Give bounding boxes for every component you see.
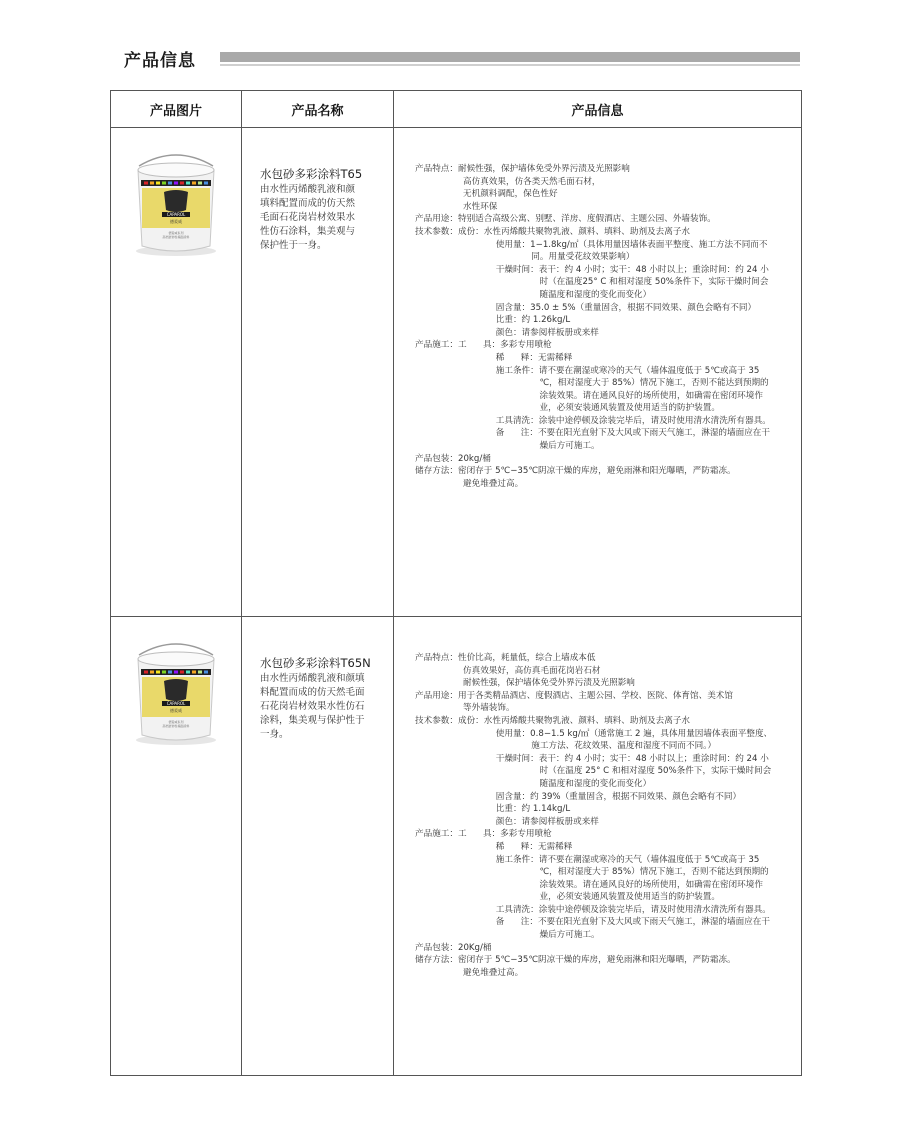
info-text: 密闭存于 5℃−35℃阴凉干燥的库房，避免雨淋和阳光曝晒，严防霜冻。 bbox=[457, 955, 736, 966]
table-header-row bbox=[111, 91, 802, 128]
product-description: 由水性丙烯酸乳液和颜填 料配置而成的仿天然毛面 石花岗岩材效果水性仿石 涂料，集美观与保护性于 一身。 bbox=[260, 673, 365, 740]
info-label bbox=[415, 478, 463, 491]
info-text: 燥后方可施工。 bbox=[463, 930, 600, 941]
svg-text:德爱威系列: 德爱威系列 bbox=[168, 231, 184, 235]
info-line bbox=[415, 440, 791, 453]
info-line bbox=[415, 904, 791, 917]
info-label bbox=[415, 415, 463, 428]
info-line bbox=[415, 715, 791, 728]
info-text: 稀 释：无需稀释 bbox=[463, 841, 573, 852]
info-line bbox=[415, 891, 791, 904]
paint-bucket-image bbox=[132, 637, 220, 747]
info-text: 干燥时间：表干：约 4 小时；实干：48 小时以上；重涂时间：约 24 小 bbox=[463, 264, 769, 275]
info-label bbox=[415, 816, 463, 829]
info-line bbox=[415, 879, 791, 892]
info-text: 成份：水性丙烯酸共聚物乳液、颜料、填料、助剂及去离子水 bbox=[457, 715, 691, 726]
svg-text:德爱威: 德爱威 bbox=[170, 708, 182, 713]
info-line bbox=[415, 828, 791, 841]
info-line bbox=[415, 816, 791, 829]
product-info-cell bbox=[394, 128, 802, 617]
info-label bbox=[415, 239, 463, 252]
info-text: 时（在温度25° C 和相对湿度 50%条件下，实际干燥时间会 bbox=[463, 277, 769, 288]
info-line bbox=[415, 967, 791, 980]
info-label bbox=[415, 929, 463, 942]
info-line bbox=[415, 652, 791, 665]
info-text: 稀 释：无需稀释 bbox=[463, 352, 573, 363]
page-title: 产品信息 bbox=[124, 51, 196, 71]
info-line bbox=[415, 942, 791, 955]
info-line bbox=[415, 226, 791, 239]
svg-text:德爱威系列: 德爱威系列 bbox=[168, 720, 184, 724]
info-label bbox=[415, 352, 463, 365]
info-line bbox=[415, 665, 791, 678]
product-name: 水包砂多彩涂料T65 bbox=[260, 167, 363, 181]
info-label: 产品包装： bbox=[415, 942, 458, 953]
info-text: 随温度和湿度的变化而变化） bbox=[463, 289, 652, 300]
info-label bbox=[415, 264, 463, 277]
info-label bbox=[415, 803, 463, 816]
info-text: 工具清洗：涂装中途停顿及涂装完毕后，请及时使用清水清洗所有器具。 bbox=[463, 904, 771, 915]
product-name-cell bbox=[242, 617, 394, 1076]
info-text: 性价比高，耗量低，综合上墙成本低 bbox=[457, 653, 596, 663]
info-text: 耐候性强，保护墙体免受外界污渍及光照影响 bbox=[463, 678, 635, 689]
info-label bbox=[415, 879, 463, 892]
info-text: 仿真效果好，高仿真毛面花岗岩石材 bbox=[463, 665, 601, 676]
info-text: 备 注：不要在阳光直射下及大风或下雨天气施工，淋湿的墙面应在干 bbox=[463, 917, 770, 928]
info-label bbox=[415, 854, 463, 867]
info-text: 工 具：多彩专用喷枪 bbox=[457, 829, 552, 840]
info-text: 密闭存于 5℃−35℃阴凉干燥的库房，避免雨淋和阳光曝晒，严防霜冻。 bbox=[457, 466, 736, 477]
info-line bbox=[415, 677, 791, 690]
info-label bbox=[415, 753, 463, 766]
table-row-product-2 bbox=[111, 617, 802, 1076]
table-row-product-1 bbox=[111, 128, 802, 617]
svg-text:CAPAROL: CAPAROL bbox=[166, 212, 186, 217]
info-line bbox=[415, 327, 791, 340]
info-label bbox=[415, 440, 463, 453]
info-label bbox=[415, 201, 463, 214]
info-text: 干燥时间：表干：约 4 小时；实干：48 小时以上；重涂时间：约 24 小 bbox=[463, 753, 769, 764]
header-product-info: 产品信息 bbox=[394, 91, 802, 128]
info-line bbox=[415, 929, 791, 942]
info-line bbox=[415, 740, 791, 753]
info-text: 随温度和湿度的变化而变化） bbox=[463, 778, 652, 789]
info-line bbox=[415, 264, 791, 277]
info-text: ℃，相对湿度大于 85%）情况下施工，否则不能达到预期的 bbox=[463, 867, 769, 878]
info-text: 固含量：35.0 ± 5%（重量固含，根据不同效果、颜色会略有不同） bbox=[463, 302, 757, 313]
info-text: 避免堆叠过高。 bbox=[463, 478, 524, 489]
info-text: 业，必须安装通风装置及使用适当的防护装置。 bbox=[463, 892, 720, 903]
info-line bbox=[415, 778, 791, 791]
info-text: 业，必须安装通风装置及使用适当的防护装置。 bbox=[463, 403, 720, 414]
svg-text:德爱威: 德爱威 bbox=[170, 219, 182, 224]
info-text: 耐候性强，保护墙体免受外界污渍及光照影响 bbox=[457, 164, 630, 174]
header-product-name: 产品名称 bbox=[242, 91, 394, 128]
info-text: 施工方法、花纹效果、温度和湿度不同而不同。） bbox=[463, 741, 717, 752]
info-line bbox=[415, 854, 791, 867]
info-line bbox=[415, 478, 791, 491]
info-label bbox=[415, 176, 463, 189]
info-line bbox=[415, 465, 791, 478]
paint-bucket-image bbox=[132, 148, 220, 258]
product-name: 水包砂多彩涂料T65N bbox=[260, 656, 371, 670]
info-label bbox=[415, 866, 463, 879]
info-text: 固含量：约 39%（重量固含，根据不同效果、颜色会略有不同） bbox=[463, 791, 742, 802]
info-line bbox=[415, 352, 791, 365]
info-label: 产品特点： bbox=[415, 164, 458, 174]
product-info-list bbox=[415, 163, 791, 490]
info-text: 避免堆叠过高。 bbox=[463, 967, 524, 978]
info-line bbox=[415, 289, 791, 302]
info-line bbox=[415, 866, 791, 879]
info-label bbox=[415, 427, 463, 440]
info-label bbox=[415, 327, 463, 340]
title-divider-bar bbox=[220, 52, 800, 62]
info-label: 产品施工： bbox=[415, 829, 458, 840]
info-label: 产品用途： bbox=[415, 690, 458, 701]
info-text: 施工条件：请不要在潮湿或寒冷的天气（墙体温度低于 5℃或高于 35 bbox=[463, 365, 760, 376]
info-line bbox=[415, 702, 791, 715]
product-info-cell bbox=[394, 617, 802, 1076]
info-line bbox=[415, 453, 791, 466]
product-name-cell bbox=[242, 128, 394, 617]
info-label: 产品包装： bbox=[415, 453, 458, 464]
info-label bbox=[415, 677, 463, 690]
info-text: 工具清洗：涂装中途停顿及涂装完毕后，请及时使用清水清洗所有器具。 bbox=[463, 415, 771, 426]
info-label bbox=[415, 302, 463, 315]
info-text: 无机颜料调配，保色性好 bbox=[463, 189, 558, 200]
info-line bbox=[415, 201, 791, 214]
header-product-image: 产品图片 bbox=[111, 91, 242, 128]
info-line bbox=[415, 377, 791, 390]
info-line bbox=[415, 690, 791, 703]
info-label: 技术参数： bbox=[415, 715, 458, 726]
info-label bbox=[415, 377, 463, 390]
info-line bbox=[415, 276, 791, 289]
title-divider-line bbox=[220, 64, 800, 66]
info-text: 使用量：0.8−1.5 kg/㎡（通常施工 2 遍，具体用量因墙体表面平整度、 bbox=[463, 728, 773, 739]
info-text: 时（在温度 25° C 和相对湿度 50%条件下，实际干燥时间会 bbox=[463, 766, 772, 777]
info-line bbox=[415, 188, 791, 201]
info-line bbox=[415, 251, 791, 264]
info-text: 颜色：请参阅样板册或来样 bbox=[463, 816, 599, 827]
info-label bbox=[415, 967, 463, 980]
info-line bbox=[415, 239, 791, 252]
product-image-cell bbox=[111, 128, 242, 617]
product-description: 由水性丙烯酸乳液和颜 填料配置而成的仿天然 毛面石花岗岩材效果水 性仿石涂料，集美观与 保护性于一身。 bbox=[260, 184, 356, 251]
info-label bbox=[415, 778, 463, 791]
info-text: 同。用量受花纹效果影响） bbox=[463, 252, 635, 263]
info-line bbox=[415, 390, 791, 403]
info-text: ℃，相对湿度大于 85%）情况下施工，否则不能达到预期的 bbox=[463, 378, 769, 389]
info-line bbox=[415, 339, 791, 352]
info-line bbox=[415, 415, 791, 428]
product-image-cell bbox=[111, 617, 242, 1076]
info-line bbox=[415, 302, 791, 315]
svg-text:CAPAROL: CAPAROL bbox=[166, 701, 186, 706]
info-text: 备 注：不要在阳光直射下及大风或下雨天气施工，淋湿的墙面应在干 bbox=[463, 428, 770, 439]
info-line bbox=[415, 841, 791, 854]
info-text: 成份：水性丙烯酸共聚物乳液、颜料、填料、助剂及去离子水 bbox=[457, 226, 691, 237]
info-line bbox=[415, 753, 791, 766]
product-info-list bbox=[415, 652, 791, 979]
info-line bbox=[415, 365, 791, 378]
info-label bbox=[415, 904, 463, 917]
info-line bbox=[415, 176, 791, 189]
info-text: 20Kg/桶 bbox=[457, 942, 492, 953]
info-text: 比重：约 1.14kg/L bbox=[463, 804, 571, 815]
info-text: 使用量：1−1.8kg/㎡（具体用量因墙体表面平整度、施工方法不同而不 bbox=[463, 239, 768, 250]
info-label bbox=[415, 402, 463, 415]
info-line bbox=[415, 728, 791, 741]
info-label bbox=[415, 251, 463, 264]
info-label bbox=[415, 365, 463, 378]
info-label: 产品特点： bbox=[415, 653, 458, 663]
product-table bbox=[110, 90, 802, 1076]
info-label: 产品用途： bbox=[415, 214, 458, 225]
info-label bbox=[415, 740, 463, 753]
info-label: 储存方法： bbox=[415, 955, 458, 966]
info-label bbox=[415, 188, 463, 201]
info-text: 燥后方可施工。 bbox=[463, 441, 600, 452]
info-text: 涂装效果。请在通风良好的场所使用，如确需在密闭环境作 bbox=[463, 390, 763, 401]
info-label bbox=[415, 276, 463, 289]
info-label bbox=[415, 702, 463, 715]
info-label bbox=[415, 390, 463, 403]
info-line bbox=[415, 916, 791, 929]
info-text: 涂装效果。请在通风良好的场所使用，如确需在密闭环境作 bbox=[463, 879, 763, 890]
info-label bbox=[415, 289, 463, 302]
info-label bbox=[415, 841, 463, 854]
info-text: 施工条件：请不要在潮湿或寒冷的天气（墙体温度低于 5℃或高于 35 bbox=[463, 854, 760, 865]
info-label bbox=[415, 765, 463, 778]
info-line bbox=[415, 163, 791, 176]
info-text: 高仿真效果，仿各类天然毛面石材， bbox=[463, 176, 601, 187]
info-label bbox=[415, 728, 463, 741]
info-line bbox=[415, 427, 791, 440]
info-label bbox=[415, 791, 463, 804]
info-line bbox=[415, 791, 791, 804]
info-line bbox=[415, 954, 791, 967]
svg-text:高档装饰性墙面涂料: 高档装饰性墙面涂料 bbox=[162, 724, 190, 728]
info-label: 技术参数： bbox=[415, 226, 458, 237]
info-text: 工 具：多彩专用喷枪 bbox=[457, 340, 552, 351]
info-label bbox=[415, 665, 463, 678]
info-text: 特别适合高级公寓、别墅、洋房、度假酒店、主题公园、外墙装饰。 bbox=[457, 214, 716, 225]
info-label bbox=[415, 916, 463, 929]
svg-text:高档装饰性墙面涂料: 高档装饰性墙面涂料 bbox=[162, 235, 190, 239]
info-label: 储存方法： bbox=[415, 466, 458, 477]
info-line bbox=[415, 765, 791, 778]
info-label: 产品施工： bbox=[415, 340, 458, 351]
info-text: 用于各类精品酒店、度假酒店、主题公园、学校、医院、体育馆、美术馆 bbox=[457, 690, 733, 701]
info-label bbox=[415, 891, 463, 904]
info-line bbox=[415, 402, 791, 415]
info-line bbox=[415, 213, 791, 226]
info-text: 水性环保 bbox=[463, 201, 498, 212]
info-label bbox=[415, 314, 463, 327]
info-line bbox=[415, 314, 791, 327]
info-text: 颜色：请参阅样板册或来样 bbox=[463, 327, 599, 338]
info-text: 比重：约 1.26kg/L bbox=[463, 315, 571, 326]
info-text: 等外墙装饰。 bbox=[463, 703, 515, 714]
info-line bbox=[415, 803, 791, 816]
info-text: 20kg/桶 bbox=[457, 453, 491, 464]
